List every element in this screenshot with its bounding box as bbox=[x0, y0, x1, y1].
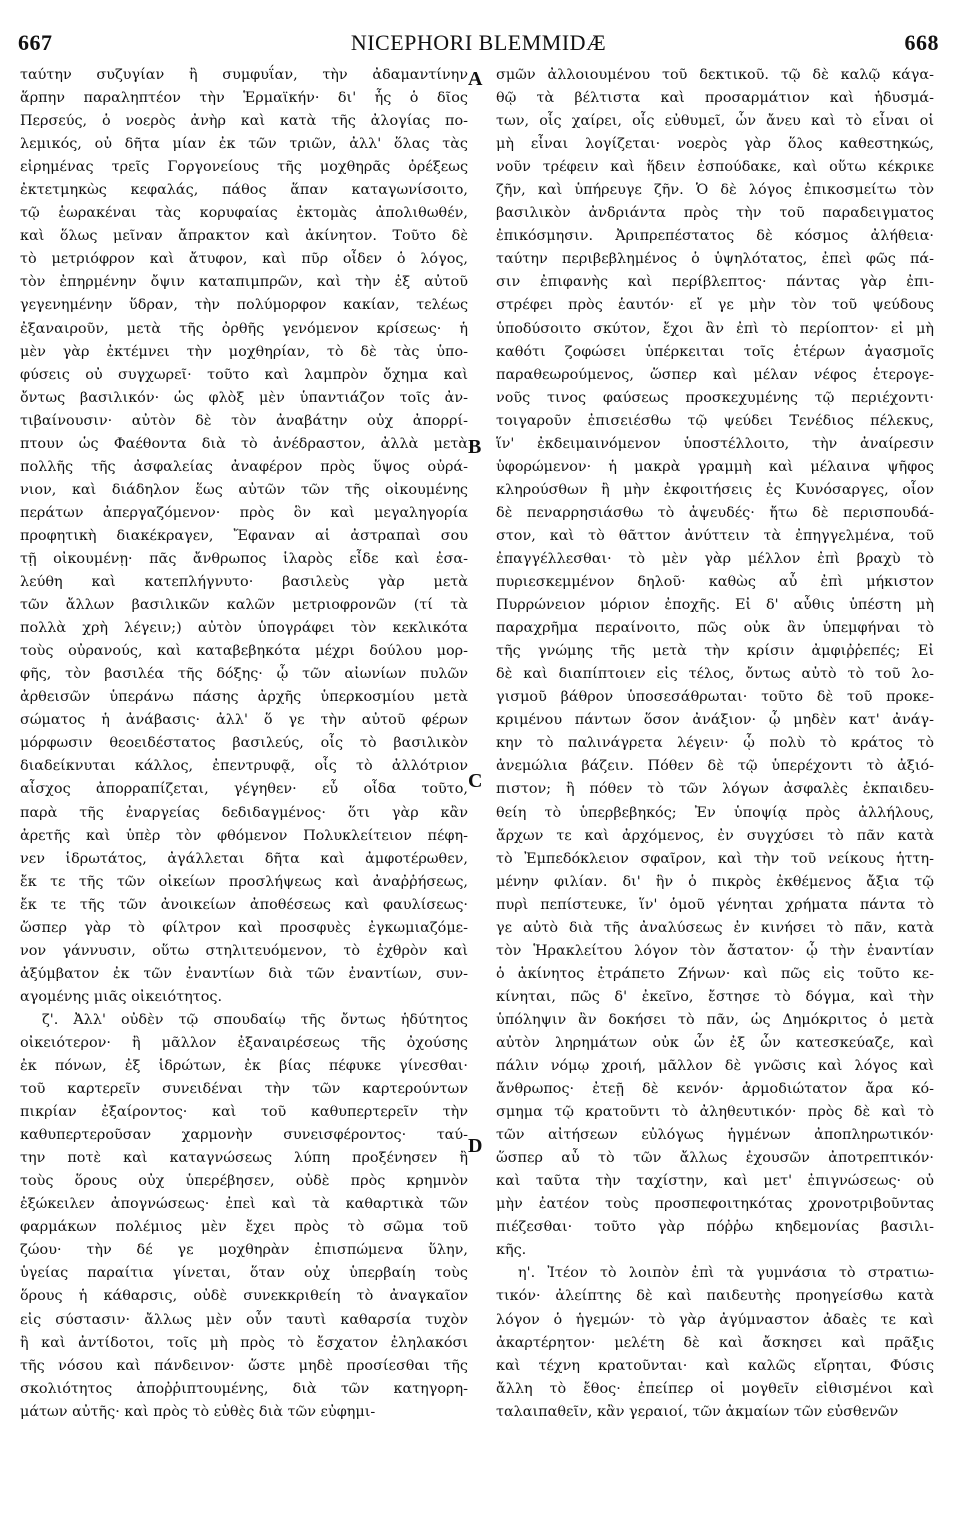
left-column-line: πικρίαν ἐξαίροντος· καὶ τοῦ καθυπερτερεῖν τὴν bbox=[20, 1104, 468, 1121]
running-title: NICEPHORI BLEMMIDÆ bbox=[350, 30, 607, 55]
left-column-line: αγομένης μιᾶς οἰκειότητος. bbox=[20, 988, 223, 1005]
margin-letter-a: A bbox=[468, 68, 483, 90]
left-column-line: ἐκτετμηκὼς κεφαλάς, πάθος ἅπαν καταγωνίσοιτο, bbox=[20, 182, 468, 199]
right-column-line: ὥσπερ αὖ τὸ τῶν ἄλλως ἐχουσῶν ἀποτρεπτικόν· bbox=[496, 1150, 934, 1167]
right-column-line: η'. Ἰτέον τὸ λοιπὸν ἐπὶ τὰ γυμνάσια τὸ στρατιω- bbox=[518, 1265, 934, 1282]
right-column-line: μὴ εἶναι λογίζεται· νοερὸς γὰρ ὅλος καθεστηκώς, bbox=[496, 136, 934, 153]
left-column-line: πολλῆς τῆς ἀσφαλείας ἀναφέρον πρὸς ὕψος οὐρά- bbox=[20, 458, 468, 475]
left-column-line: καὶ ὅλως μεῖναν ἄπρακτον καὶ ἀκίνητον. Τοῦτο δὲ bbox=[20, 228, 468, 245]
right-column-line: ἄνθρωπος· ἐτεῇ δὲ κενόν· ἁρμοδιώτατον ἄρα κό- bbox=[496, 1081, 934, 1098]
left-column-line: Περσεύς, ὁ νοερὸς ἀνὴρ καὶ κατὰ τῆς ἀλογίας πο- bbox=[20, 113, 468, 130]
margin-letter-b: B bbox=[468, 436, 482, 458]
right-page-number: 668 bbox=[904, 30, 939, 55]
left-column-line: εἰς σύστασιν· ἄλλως μὲν οὖν ταυτὶ καθαρσία τυχὸν bbox=[20, 1311, 468, 1328]
right-column-line: των, οἷς χαίρει, οἷς εὐθυμεῖ, ὧν ἄνευ καὶ τὸ εἶναι οἱ bbox=[496, 113, 934, 130]
right-column-line: τὸ Ἐμπεδόκλειον σφαῖρον, καὶ τὴν τοῦ νείκους ἡττη- bbox=[496, 850, 934, 867]
left-column-line: τὸ μετριόφρον καὶ ἄτυφον, καὶ πῦρ οἶδεν ὁ λόγος, bbox=[20, 251, 468, 268]
left-column-line: ἀξύμβατον ἐκ τῶν ἐναντίων διὰ τῶν ἐναντίων, συν- bbox=[20, 965, 468, 982]
left-column-line: ζώου· τὴν δέ γε μοχθηρὰν ἐπισπώμενα ὕλην, bbox=[20, 1242, 468, 1259]
left-column-line: τὸν ἐπηρμένην ὄψιν καταπιμπρῶν, καὶ τὴν ἐξ αὐτοῦ bbox=[20, 274, 468, 291]
right-column-line: σμῶν ἀλλοιουμένου τοῦ δεκτικοῦ. τῷ δὲ καλῷ κάγα- bbox=[496, 67, 934, 83]
right-column-line: βασιλικὸν ἀνδριάντα πρὸς τὴν τοῦ παραδειγματος bbox=[496, 205, 934, 222]
right-column-line: ὑποδύσοιτο σκύτον, ἔχοι ἂν ἐπὶ τὸ περίοπτον· εἰ μὴ bbox=[496, 320, 934, 337]
right-column-line: πυριεσκεμμένον δηλοῦ· καθὼς αὖ ἐπὶ μήκιστον bbox=[496, 574, 934, 591]
left-column-line: καθυπερτεροῦσαν χαρμονὴν συνεισφέροντος· ταύ- bbox=[20, 1127, 468, 1144]
left-column-line: ἔκ τε τῆς τῶν ἀνοικείων ἀποθέσεως καὶ φαυλίσεως· bbox=[20, 896, 468, 913]
right-column-line: ἀκαρτέρητον· μελέτη δὲ καὶ ἄσκησει καὶ πρᾶξις bbox=[496, 1334, 934, 1351]
left-page-number: 667 bbox=[18, 30, 53, 55]
right-column-line: ἀνεμώλια βάζειν. Πόθεν δὲ τῷ ὑπερέχοντι τὸ ἀξιό- bbox=[496, 758, 934, 775]
right-column-line: πιστον; ἢ πόθεν τὸ τῶν λόγων ἀσφαλὲς ἐκπαιδευ- bbox=[496, 781, 934, 798]
right-column-line: στον, καὶ τὸ θᾶττον ἀνύττειν τὰ ἐπηγγελμένα, τοῦ bbox=[496, 527, 934, 544]
right-text-column bbox=[496, 64, 934, 1424]
left-column-line: ταύτην συζυγίαν ἢ συμφυΐαν, τὴν ἀδαμαντίνην bbox=[20, 67, 468, 83]
right-column-line: κίνηται, πῶς δ' ἐκεῖνο, ἔστησε τὸ δόγμα, καὶ τὴν bbox=[496, 988, 934, 1005]
left-column-line: διαδείκνυται κάλλος, ἐπεντρυφᾷ, οἷς τὸ ἀλλότριον bbox=[20, 758, 468, 775]
left-column-line: παρὰ τῆς ἐναργείας δεδιδαγμένος· ὅτι γὰρ κἂν bbox=[20, 804, 468, 821]
left-column-line: φῆς, τὸν βασιλέα τῆς δόξης· ᾧ τῶν αἰωνίων πυλῶν bbox=[20, 666, 468, 683]
left-column-line: σκολιότητος ἀποῤῥιπτουμένης, διὰ τῶν κατηγορη- bbox=[20, 1380, 468, 1397]
left-column-line: τῆς νόσου καὶ πάνδεινον· ὥστε μηδὲ προσίεσθαι τῆς bbox=[20, 1357, 468, 1374]
right-column-line: τὸν Ἡρακλείτου λόγον τὸν ἄστατον· ᾧ τὴν ἐναντίαν bbox=[496, 942, 934, 959]
right-column-line: ταλαιπαθεῖν, κἂν γεραιοί, τῶν ἀκμαίων τῶν εὐσθενῶν bbox=[496, 1403, 899, 1420]
right-column-line: ὁ ἀκίνητος ἐτράπετο Ζήνων· καὶ πῶς εἰς τοῦτο κε- bbox=[496, 965, 934, 982]
left-column-line: νεν ἱδρωτάτος, ἀγάλλεται δῆτα καὶ ἀμφοτέρωθεν, bbox=[20, 850, 468, 867]
right-column-line: γισμοῦ βάθρον ὑποσεσάθρωται· τοῦτο δὲ τοῦ προκε- bbox=[496, 689, 934, 706]
right-column-line: κην τὸ παλινάγρετα λέγειν· ᾧ πολὺ τὸ κράτος τὸ bbox=[496, 735, 934, 752]
right-column-line: καὶ ταῦτα τὴν ταχίστην, καὶ μετ' ἐπιγνώσεως· οὐ bbox=[496, 1173, 934, 1190]
right-column-line: κληρούσθων ἢ μὴν ἐκφοιτήσεις ἐς Κυνόσαργες, οἷον bbox=[496, 481, 934, 498]
left-column-line: νιον, καὶ διάδηλον ἕως αὐτῶν τῶν τῆς οἰκουμένης bbox=[20, 481, 468, 498]
left-text-column bbox=[20, 64, 468, 1424]
left-column-line: ὥσπερ γὰρ τὸ φίλτρον καὶ προσφυὲς ἐγκωμιαζόμε- bbox=[20, 919, 468, 936]
right-column-line: ἄρχων τε καὶ ἀρχόμενος, ἐν συγχύσει τὸ πᾶν κατὰ bbox=[496, 827, 934, 844]
left-column-line: τοὺς ὅρους οὐχ ὑπερέβησεν, οὐδὲ πρὸς κρημνὸν bbox=[20, 1173, 468, 1190]
left-column-line: μόρφωσιν θεοειδέστατος βασιλεύς, οἷς τὸ βασιλικὸν bbox=[20, 735, 468, 752]
right-column-line: τικόν· ἀλείπτης δὲ καὶ παιδευτὴς προηγείσθω κατὰ bbox=[496, 1288, 934, 1305]
left-column-line: πτουν ὡς Φαέθοντα διὰ τὸ ἀνέδραστον, ἀλλὰ μετὰ bbox=[20, 435, 468, 452]
left-column-line: μάτων αὐτῆς· καὶ πρὸς τὸ εὐθὲς διὰ τῶν εὐφημι- bbox=[20, 1403, 376, 1420]
left-column-line: ἔκ τε τῆς τῶν οἰκείων προσλήψεως καὶ ἀναῤῥήσεως, bbox=[20, 873, 468, 890]
right-column-line: μὴν ἐατέον τοὺς προσπεφοιτηκότας χρονοτριβοῦντας bbox=[496, 1196, 934, 1213]
right-column-line: λόγον ὁ ἡγεμών· τὸ γὰρ ἀγύμναστον ἀδαὲς τε καὶ bbox=[496, 1311, 934, 1328]
right-column-line: τῶν αἰτήσεων εὐλόγως ἡγμένων ἀποπληρωτικόν· bbox=[496, 1127, 934, 1144]
right-column-line: πιέζεσθαι· τοῦτο γὰρ πόῤῥω κηδεμονίας βασιλι- bbox=[496, 1219, 934, 1236]
left-column-line: ὑγείας παραίτια γίνεται, ὅταν οὐχ ὑπερβαίη τοὺς bbox=[20, 1265, 468, 1282]
left-column-line: πολλὰ χρὴ λέγειν;) αὐτὸν ὑπογράφει τὸν κεκλικότα bbox=[20, 620, 468, 637]
left-column-line: τοῦ καρτερεῖν συνειδέναι τὴν τῶν καρτερούντων bbox=[20, 1081, 468, 1098]
left-column-line: ἐξαναιροῦν, μετὰ τῆς ὀρθῆς γενόμενον κρίσεως· ἡ bbox=[20, 320, 468, 337]
right-column-line: γε αὐτὸ διὰ τῆς ἀναλύσεως ἐν κινήσει τὸ πᾶν, κατὰ bbox=[496, 919, 934, 936]
right-column-line: κῆς. bbox=[496, 1242, 527, 1259]
right-column-line: ὑφορώμενον· ἡ μακρὰ γραμμὴ καὶ μέλαινα ψῆφος bbox=[496, 458, 934, 475]
right-column-line: σμημα τῷ κρατοῦντι τὸ ἀληθευτικόν· πρὸς δὲ καὶ τὸ bbox=[496, 1104, 934, 1121]
right-column-line: παραχρῆμα περαίνοιτο, πῶς οὐκ ἂν ὑπεμφήναι τὸ bbox=[496, 620, 934, 637]
left-column-line: λεμικός, οὐ δῆτα μίαν ἐκ τῶν τριῶν, ἀλλ' ὅλας τὰς bbox=[20, 136, 468, 153]
left-column-line: ἢ καὶ ἀντίδοτοι, τοῖς μὴ πρὸς τὸ ἔσχατον ἐληλακόσι bbox=[20, 1334, 468, 1351]
left-column-line: ἐκ πόνων, ἐξ ἱδρώτων, ἐκ βίας πέφυκε γίνεσθαι· bbox=[20, 1058, 468, 1075]
left-column-line: ἐξώκειλεν ἀπογνώσεως· ἐπεὶ καὶ τὰ καθαρτικὰ τῶν bbox=[20, 1196, 468, 1213]
left-column-line: νον γάννυσιν, οὕτω στηλιτευόμενον, τὸ ἐχθρὸν καὶ bbox=[20, 942, 468, 959]
right-column-line: νοῦς τινος φαύσεως προσκεχυμένης τῷ περιέχοντι· bbox=[496, 389, 934, 406]
left-column-line: εἰρημένας τρεῖς Γοργονείους τῆς μοχθηρᾶς ὀρέξεως bbox=[20, 159, 468, 176]
margin-letter-c: C bbox=[468, 770, 483, 792]
right-column-line: μένην φιλίαν. δι' ἣν ὁ πικρὸς ἐκθέμενος ἄξια τῷ bbox=[496, 873, 934, 890]
left-column-line: ὅρους ἡ κάθαρσις, οὐδὲ συνεκκριθείη τὸ ἀναγκαῖον bbox=[20, 1288, 468, 1305]
right-column-line: στρέφει πρὸς ἑαυτόν· εἴ γε μὴν τὸν τοῦ ψεύδους bbox=[496, 297, 934, 314]
running-header bbox=[18, 30, 939, 62]
right-column-line: ἐπαγγέλλεσθαι· τὸ μὲν γὰρ μέλλον ἐπὶ βραχὺ τὸ bbox=[496, 550, 934, 567]
left-column-line: περάτων ἀπεργαζόμενον· πρὸς ὃν καὶ μεγαληγορία bbox=[20, 504, 468, 521]
right-column-line: τοιγαροῦν ἐπισειέσθω τῷ ψεύδει Τενέδιος πέλεκυς, bbox=[496, 412, 934, 429]
right-column-line: καθότι ζοφώσει ὑπέρκειται τοῖς ἑτέρων ἀγασμοῖς bbox=[496, 343, 934, 360]
left-column-line: τῶν ἄλλων βασιλικῶν καλῶν μετριοφρονῶν (τί τὰ bbox=[20, 597, 468, 614]
right-column-line: κριμένου πάντων ὅσον ἀνάξιον· ᾧ μηδὲν κατ' ἀνάγ- bbox=[496, 712, 934, 729]
right-column-line: θῷ τὰ βέλτιστα καὶ προσαρμάτιον καὶ ἡδυσμά- bbox=[496, 90, 934, 107]
left-column-line: τῷ ἑωρακέναι τὰς κορυφαίας ἐκτομὰς ἀπολιθωθέν, bbox=[20, 205, 468, 222]
right-column-line: πάλιν νόμῳ χροιή, μᾶλλον δὲ γνῶσις καὶ λόγος καὶ bbox=[496, 1058, 934, 1075]
right-column-line: ἵν' ἐκδειμαινόμενον ὑποστέλλοιτο, τὴν ἀναίρεσιν bbox=[496, 435, 934, 452]
left-column-line: μὲν γὰρ ἐκτέμνει τὴν μοχθηρίαν, τὸ δὲ τὰς ὑπο- bbox=[20, 343, 468, 360]
left-column-line: τοὺς οὐρανούς, καὶ καταβεβηκότα μέχρι δούλου μορ- bbox=[20, 643, 468, 660]
left-column-line: τιβαίνουσιν· αὐτὸν δὲ τὸν ἀναβάτην οὐχ ἀπορρί- bbox=[20, 412, 468, 429]
right-column-line: ὑπόληψιν ἂν δοκήσει τὸ πᾶν, ὡς Δημόκριτος ὁ μετὰ bbox=[496, 1011, 934, 1028]
left-column-line: γεγενημένην ὕδραν, τὴν πολύμορφον κακίαν, τελέως bbox=[20, 297, 468, 314]
left-column-line: φαρμάκων πολέμιος μὲν ἔχει πρὸς τὸ σῶμα τοῦ bbox=[20, 1219, 468, 1236]
left-column-line: ὄντως βασιλικόν· ὡς φλὸξ μὲν ὑπαντιάζον τοῖς ἀν- bbox=[20, 389, 468, 406]
right-column-line: ταύτην περιβεβλημένος ὁ ὑψηλότατος, ἐπεὶ φῶς πά- bbox=[496, 251, 934, 268]
right-column-line: καὶ τέχνη κρατοῦνται· καὶ καλῶς εἴρηται, Φύσις bbox=[496, 1357, 934, 1374]
right-column-line: ἐπικόσμησιν. Ἀριπρεπέστατος δὲ κόσμος ἀλήθεια· bbox=[496, 228, 934, 245]
right-column-line: πυρὶ πεπίστευκε, ἵν' ὁμοῦ γένηται χρήματα πάντα τὸ bbox=[496, 896, 934, 913]
left-column-line: ζ'. Ἀλλ' οὐδὲν τῷ σπουδαίῳ τῆς ὄντως ἡδύτητος bbox=[42, 1011, 468, 1028]
left-column-line: σώματος ἡ ἀνάβασις· ἀλλ' ὅ γε τὴν αὐτοῦ φέρων bbox=[20, 712, 468, 729]
left-column-line: τῇ οἰκουμένῃ· πᾶς ἄνθρωπος ἱλαρὸς εἶδε καὶ ἐσα- bbox=[20, 550, 468, 567]
right-column-line: τῆς γνώμης τῆς μετὰ τὴν κρίσιν ἀμφιῤῥεπές; Εἰ bbox=[496, 643, 934, 660]
right-column-line: νοῦν τρέφειν καὶ ἥδειν ἐσπούδακε, καὶ οὕτω κέκρικε bbox=[496, 159, 934, 176]
right-column-line: σιν ἐπιφανὴς καὶ περίβλεπτος· πάντας γὰρ ἐπι- bbox=[496, 274, 934, 291]
left-column-line: οἰκειότερον· ἢ μᾶλλον ἐξαναιρέσεως τῆς ὀχούσης bbox=[20, 1034, 468, 1051]
right-column-line: αὐτὸν ληρημάτων οὐκ ὧν ἐξ ὧν κατεσκεύαζε, καὶ bbox=[496, 1034, 934, 1051]
left-column-line: ἀρετῆς καὶ ὑπὲρ τὸν φθόμενον Πολυκλείτειον πέφη- bbox=[20, 827, 468, 844]
left-column-line: λεύθη καὶ κατεπλήγνυτο· βασιλεὺς γὰρ μετὰ bbox=[20, 574, 468, 591]
right-column-line: θείη τὸ ὑπερβεβηκός; Ἐν ὑποψίᾳ πρὸς ἀλλήλους, bbox=[496, 804, 934, 821]
right-column-line: Πυρρώνειον μόριον ἐποχῆς. Εἰ δ' αὖθις ὑπέστη μὴ bbox=[496, 597, 934, 614]
right-column-line: ζῆν, καὶ ὑπήρευγε ζῆν. Ὁ δὲ λόγος ἐπικοσμείτω τὸν bbox=[496, 182, 934, 199]
left-column-line: προφητικὴ διακέκραγεν, Ἔφαναν αἱ ἀστραπαὶ σου bbox=[20, 527, 468, 544]
left-column-line: ἅρπην παραληπτέον τὴν Ἑρμαϊκήν· δι' ἧς ὁ δῖος bbox=[20, 90, 468, 107]
left-column-line: την ποτὲ καὶ καταγνώσεως λύπη προξένησεν ἢ bbox=[20, 1150, 468, 1167]
right-column-line: δὲ καὶ διαπίπτοιεν εἰς τέλος, ὄντως αὐτὸ τὸ τοῦ λο- bbox=[496, 666, 934, 683]
right-column-line: δὲ πεναρρησιάσθω τὸ ἀψευδές· ἤτω δὲ περισπουδά- bbox=[496, 504, 934, 521]
right-column-line: παραθεωρούμενος, ὥσπερ καὶ μέλαν νέφος ἑτερογε- bbox=[496, 366, 934, 383]
margin-letter-d: D bbox=[468, 1135, 483, 1157]
left-column-line: ἀρθεισῶν ὑπεράνω πάσης ἀρχῆς ὑπερκοσμίου μετὰ bbox=[20, 689, 468, 706]
right-column-line: ἄλλη τὸ ἔθος· ἐπείπερ οἱ μογθεῖν εἰθισμένοι καὶ bbox=[496, 1380, 934, 1397]
left-column-line: αἶσχος ἀπορραπίζεται, γέγηθεν· εὖ οἶδα τοῦτο, bbox=[20, 781, 468, 798]
left-column-line: φύσεις οὐ συγχωρεῖ· τοῦτο καὶ λαμπρὸν ὄχημα καὶ bbox=[20, 366, 468, 383]
